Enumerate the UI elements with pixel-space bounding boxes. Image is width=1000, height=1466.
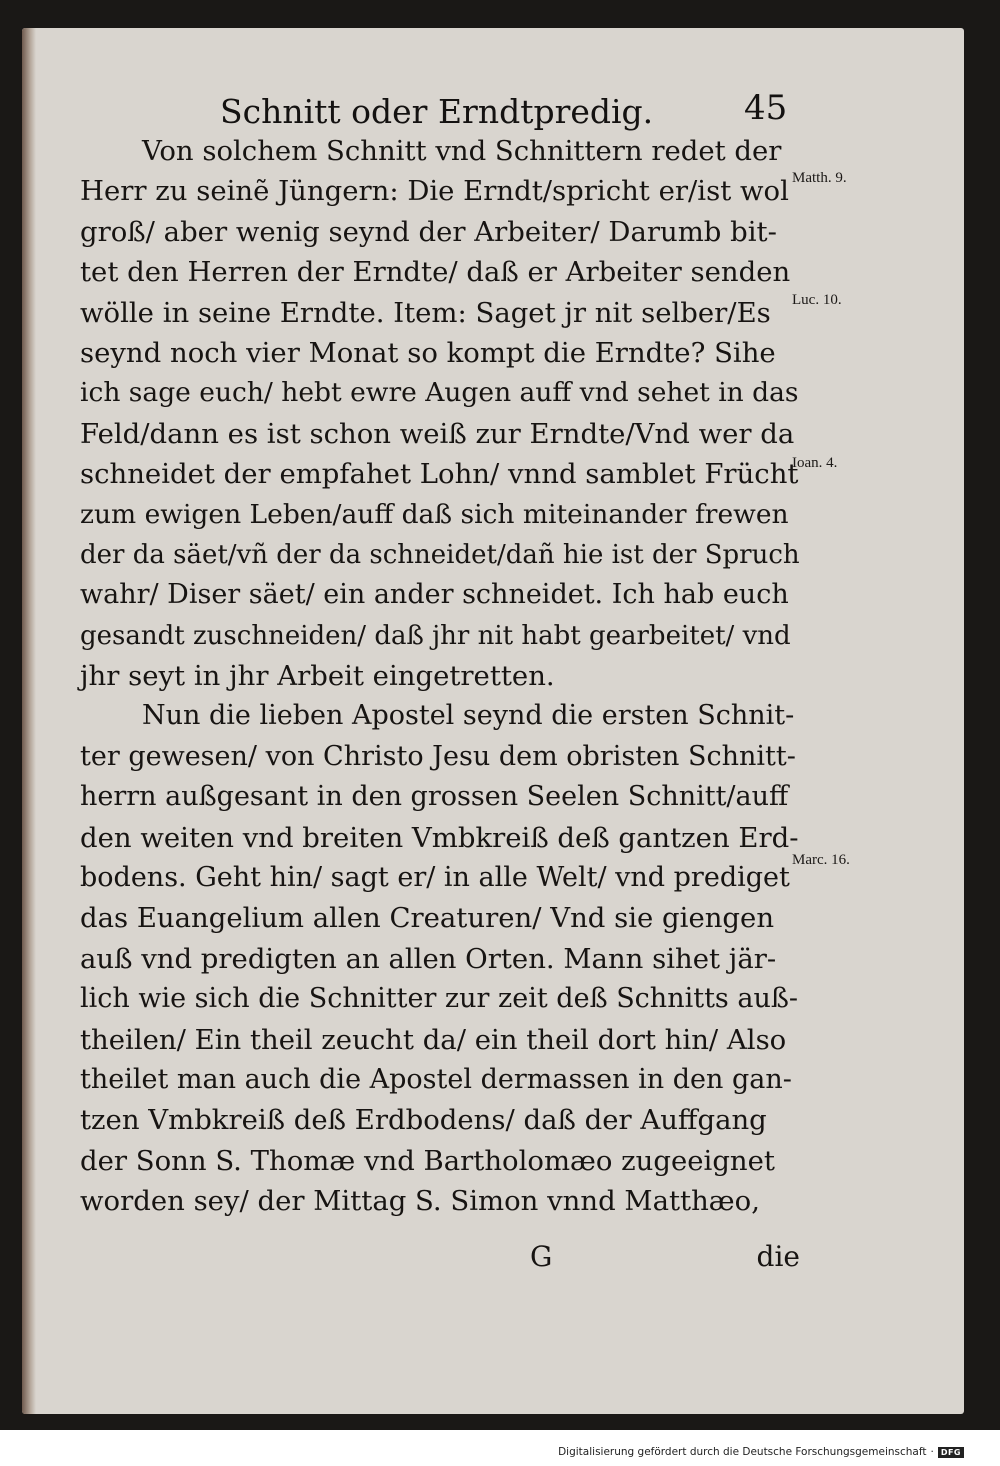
text-line: das Euangelium allen Creaturen/ Vnd sie giengen: [80, 902, 775, 935]
text-line: Nun die lieben Apostel seynd die ersten Schnit-: [142, 700, 795, 732]
text-line: herrn außgesant in den grossen Seelen Schnitt/auff: [80, 781, 789, 813]
text-line: groß/ aber wenig seynd der Arbeiter/ Darumb bit-: [80, 215, 777, 248]
text-line: theilet man auch die Apostel dermassen in den gan-: [80, 1063, 792, 1095]
text-line: lich wie sich die Schnitter zur zeit deß Schnitts auß-: [80, 983, 799, 1015]
credit-separator: ·: [930, 1446, 934, 1458]
running-title: Schnitt oder Erndtpredig.: [220, 92, 654, 131]
margin-note: Luc. 10.: [792, 292, 842, 308]
text-line: theilen/ Ein theil zeucht da/ ein theil dort hin/ Also: [80, 1023, 787, 1056]
text-line: schneidet der empfahet Lohn/ vnnd samblet Frücht: [80, 458, 799, 491]
text-line: den weiten vnd breiten Vmbkreiß deß gantzen Erd-: [80, 821, 799, 854]
margin-note: Marc. 16.: [792, 852, 850, 868]
page-binding-edge: [22, 28, 36, 1414]
text-line: Herr zu seinẽ Jüngern: Die Erndt/spricht er/ist wol: [80, 175, 789, 208]
text-line: Von solchem Schnitt vnd Schnittern redet der: [142, 135, 782, 167]
text-line: tet den Herren der Erndte/ daß er Arbeiter senden: [80, 256, 791, 289]
credit-text: Digitalisierung gefördert durch die Deutsche Forschungsgemeinschaft: [558, 1446, 927, 1458]
text-line: tzen Vmbkreiß deß Erdbodens/ daß der Auffgang: [80, 1104, 767, 1137]
footer-line: [80, 1240, 800, 1280]
book-page: [22, 28, 964, 1414]
text-line: Feld/dann es ist schon weiß zur Erndte/Vnd wer da: [80, 417, 795, 450]
signature-mark: G: [530, 1240, 553, 1273]
text-line: wahr/ Diser säet/ ein ander schneidet. Ich hab euch: [80, 579, 789, 611]
text-line: wölle in seine Erndte. Item: Saget jr nit selber/Es: [80, 296, 771, 329]
body-text: [80, 131, 800, 1222]
page-number: 45: [744, 88, 788, 128]
text-line: gesandt zuschneiden/ daß jhr nit habt gearbeitet/ vnd: [80, 620, 791, 651]
dfg-logo-icon: DFG: [938, 1447, 964, 1458]
text-line: ter gewesen/ von Christo Jesu dem obristen Schnitt-: [80, 740, 796, 772]
catchword: die: [756, 1240, 800, 1273]
text-line: ich sage euch/ hebt ewre Augen auff vnd sehet in das: [80, 377, 799, 409]
text-line: seynd noch vier Monat so kompt die Erndte? Sihe: [80, 336, 776, 369]
text-line: der da säet/vñ der da schneidet/dañ hie ist der Spruch: [80, 539, 800, 570]
text-line: worden sey/ der Mittag S. Simon vnnd Matthæo,: [80, 1185, 760, 1218]
margin-note: Matth. 9.: [792, 170, 847, 186]
text-line: auß vnd predigten an allen Orten. Mann sihet jär-: [80, 942, 777, 975]
credit-footer: [558, 1443, 964, 1461]
text-line: jhr seyt in jhr Arbeit eingetretten.: [80, 660, 555, 693]
text-line: zum ewigen Leben/auff daß sich miteinander frewen: [80, 498, 789, 530]
text-line: bodens. Geht hin/ sagt er/ in alle Welt/ vnd prediget: [80, 862, 790, 894]
margin-note: Ioan. 4.: [792, 455, 838, 471]
text-line: der Sonn S. Thomæ vnd Bartholomæo zugeeignet: [80, 1144, 775, 1177]
